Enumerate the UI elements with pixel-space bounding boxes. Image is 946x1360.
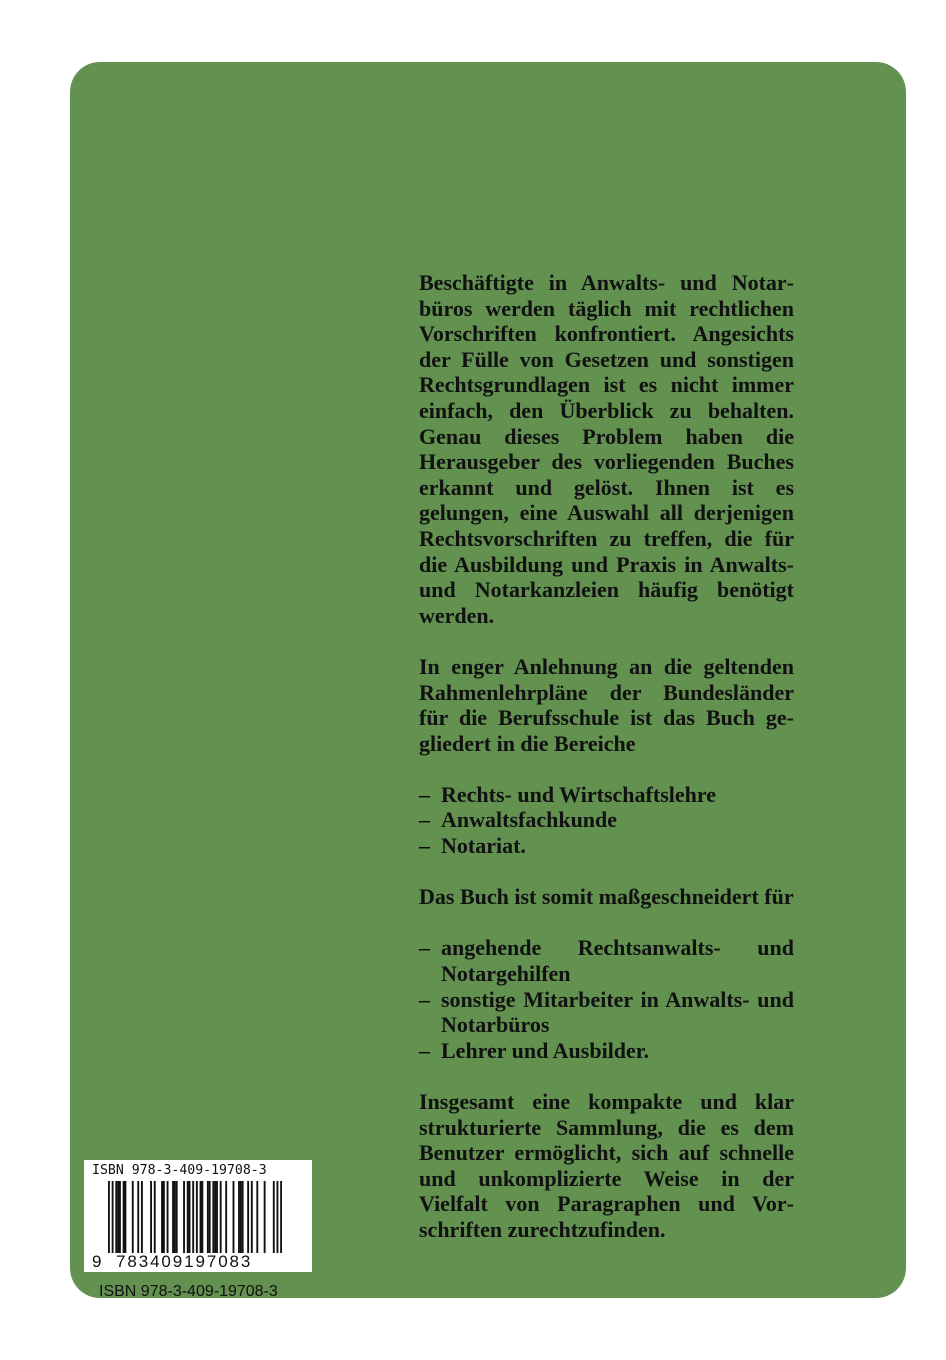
- barcode-bars: [108, 1181, 282, 1253]
- list-item: [419, 833, 794, 859]
- audience-label: Lehrer und Ausbilder.: [441, 1037, 650, 1063]
- blurb-paragraph-audience-intro: Das Buch ist somit maßgeschneidert für: [419, 884, 794, 910]
- isbn-top-text: ISBN 978-3-409-19708-3: [92, 1163, 267, 1178]
- barcode-bar: [233, 1181, 235, 1253]
- barcode-bar: [123, 1181, 125, 1253]
- area-label: Rechts- und Wirtschaftslehre: [441, 781, 716, 807]
- barcode-bar: [277, 1181, 279, 1253]
- barcode-bar: [117, 1181, 119, 1253]
- dash-marker: –: [419, 781, 430, 807]
- barcode-bar: [115, 1181, 117, 1253]
- audience-label: sonstige Mitarbeiter in Anwalts- und Notarbüros: [441, 986, 794, 1038]
- blurb-paragraph-summary: Insgesamt eine kompakte und klar strukturierte Sammlung, die es dem Benutzer ermöglicht, sich auf schnelle und unkomplizierte Weise in der Vielfalt von Paragraphen und Vorschriften zurechtzufinden.: [419, 1089, 794, 1242]
- barcode-bar: [187, 1181, 189, 1253]
- barcode-bar: [141, 1181, 143, 1253]
- barcode-bar: [201, 1181, 203, 1253]
- barcode-bar: [161, 1181, 163, 1253]
- barcode-bar: [220, 1181, 222, 1253]
- barcode-bar: [200, 1181, 202, 1253]
- barcode-bar: [192, 1181, 194, 1253]
- barcode-bar: [119, 1181, 121, 1253]
- list-item: [419, 807, 794, 833]
- barcode-bar: [214, 1181, 216, 1253]
- barcode-bar: [280, 1181, 282, 1253]
- list-item: [419, 935, 794, 986]
- barcode-bar: [167, 1181, 169, 1253]
- barcode-bar: [124, 1181, 126, 1253]
- list-item: [419, 782, 794, 808]
- barcode-bar: [216, 1181, 218, 1253]
- blurb-paragraph-curriculum: In enger Anlehnung an die geltenden Rahmenlehrpläne der Bundesländer für die Berufsschule ist das Buch gegliedert in die Bereiche: [419, 653, 794, 756]
- barcode-bar: [242, 1181, 244, 1253]
- barcode-bar: [209, 1181, 211, 1253]
- barcode-bar: [174, 1181, 176, 1253]
- dash-marker: –: [419, 1037, 430, 1063]
- barcode-bar: [256, 1181, 258, 1253]
- dash-marker: –: [419, 807, 430, 833]
- barcode-bar: [196, 1181, 198, 1253]
- barcode-digits: 783409197083: [116, 1252, 253, 1271]
- barcode-bar: [207, 1181, 209, 1253]
- barcode-bar: [189, 1181, 191, 1253]
- barcode-bar: [238, 1181, 240, 1253]
- barcode-bar: [240, 1181, 242, 1253]
- barcode-bar: [163, 1181, 165, 1253]
- barcode-bar: [137, 1181, 139, 1253]
- barcode-bar: [247, 1181, 249, 1253]
- area-label: Anwaltsfachkunde: [441, 807, 618, 833]
- blurb-paragraph-intro: Beschäftigte in Anwalts- und Notarbüros werden täglich mit rechtlichen Vorschriften konfrontiert. Angesichts der Fülle von Gesetzen und sonstigen Rechtsgrundlagen ist es nicht immer einfach, den Überblick zu behalten. Genau dieses Problem haben die Herausgeber des vorliegenden Buches erkannt und gelöst. Ihnen ist es gelungen, eine Auswahl all derjenigen Rechtsvorschriften zu treffen, die für die Ausbildung und Praxis in Anwalts- und Notarkanzleien häufig benötigt werden.: [419, 270, 794, 628]
- barcode-lead-digit: 9: [92, 1252, 102, 1271]
- area-label: Notariat.: [441, 833, 526, 859]
- areas-list: [419, 782, 794, 859]
- barcode-bar: [212, 1181, 214, 1253]
- dash-marker: –: [419, 986, 430, 1012]
- list-item: [419, 1038, 794, 1064]
- barcode-bar: [150, 1181, 152, 1253]
- barcode-bar: [273, 1181, 275, 1253]
- barcode-bar: [183, 1181, 185, 1253]
- isbn-bottom-text: ISBN 978-3-409-19708-3: [99, 1283, 278, 1300]
- barcode-bar: [251, 1181, 253, 1253]
- barcode-bar: [176, 1181, 178, 1253]
- list-item: [419, 987, 794, 1038]
- back-cover-blurb: [419, 270, 794, 1243]
- barcode-bar: [264, 1181, 266, 1253]
- audience-list: [419, 935, 794, 1063]
- dash-marker: –: [419, 833, 430, 859]
- barcode-bar: [225, 1181, 227, 1253]
- barcode-bar: [172, 1181, 174, 1253]
- dash-marker: –: [419, 935, 430, 961]
- audience-label: angehende Rechtsanwalts- und Notargehilfen: [441, 935, 794, 987]
- barcode-bar: [112, 1181, 114, 1253]
- barcode-bar: [132, 1181, 134, 1253]
- barcode-bar: [108, 1181, 110, 1253]
- barcode-bar: [154, 1181, 156, 1253]
